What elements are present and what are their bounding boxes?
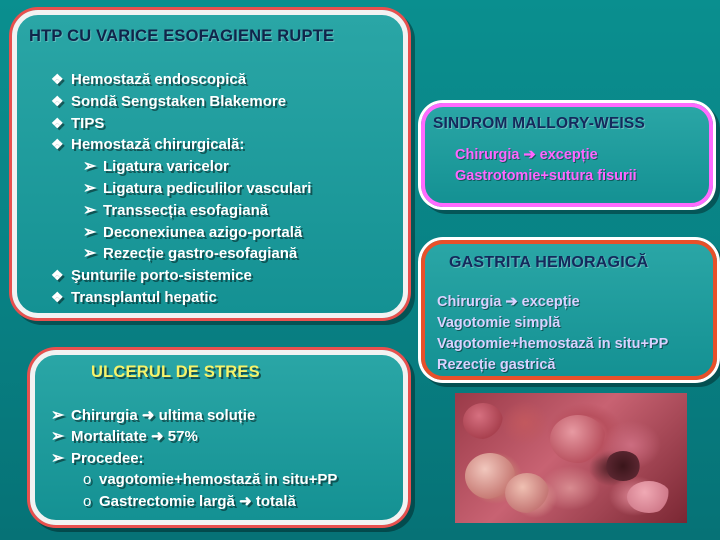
ulcer-box	[30, 350, 408, 525]
list-item: ❖ TIPS	[51, 113, 311, 135]
list-item: ❖ Hemostază endoscopică	[51, 69, 311, 91]
list-item: ❖ Şunturile porto-sistemice	[51, 265, 311, 287]
right-arrow-icon: ➔	[505, 294, 518, 310]
arrow-bullet-icon: ➢	[83, 158, 97, 176]
arrow-bullet-icon: ➢	[83, 201, 97, 219]
arrow-bullet-icon: ➢	[83, 245, 97, 263]
small-arrow-icon: ➜	[239, 492, 252, 510]
gastrita-line-2: Vagotomie simplă	[437, 315, 561, 331]
list-item: ➢ Mortalitate ➜ 57%	[51, 426, 337, 447]
list-item: ➢ Transsecția esofagiană	[51, 200, 311, 222]
list-item: ➢ Ligatura varicelor	[51, 156, 311, 178]
htp-list	[51, 69, 311, 309]
list-item: ❖ Transplantul hepatic	[51, 287, 311, 309]
diamond-bullet-icon: ❖	[51, 288, 64, 305]
htp-box	[12, 10, 408, 318]
mallory-weiss-title: SINDROM MALLORY-WEISS	[433, 115, 646, 132]
arrow-bullet-icon: ➢	[51, 407, 65, 424]
arrow-bullet-icon: ➢	[83, 179, 97, 197]
list-item: ➢ Rezecție gastro-esofagiană	[51, 243, 311, 265]
list-item: o Gastrectomie largă ➜ totală	[51, 491, 337, 512]
ulcer-title: ULCERUL DE STRES	[91, 363, 260, 381]
mallory-weiss-box	[421, 103, 713, 207]
circle-bullet-icon: o	[83, 471, 92, 489]
list-item: ➢ Procedee:	[51, 448, 337, 469]
diamond-bullet-icon: ❖	[51, 267, 64, 284]
arrow-bullet-icon: ➢	[83, 223, 97, 241]
arrow-bullet-icon: ➢	[51, 449, 65, 467]
ulcer-list	[51, 405, 337, 512]
mallory-line-1: Chirurgia ➔ excepție	[455, 147, 598, 163]
list-item: ➢ Ligatura pediculilor vasculari	[51, 178, 311, 200]
list-item: ➢ Chirurgia ➜ ultima soluție	[51, 405, 337, 426]
diamond-bullet-icon: ❖	[51, 136, 64, 153]
mallory-line-2: Gastrotomie+sutura fisurii	[455, 168, 637, 184]
endoscopy-image	[455, 393, 687, 523]
small-arrow-icon: ➜	[141, 407, 155, 424]
diamond-bullet-icon: ❖	[51, 71, 64, 87]
diamond-bullet-icon: ❖	[51, 92, 64, 109]
arrow-bullet-icon: ➢	[51, 428, 65, 446]
gastrita-box	[421, 240, 717, 380]
gastrita-line-3: Vagotomie+hemostază in situ+PP	[437, 336, 669, 352]
circle-bullet-icon: o	[83, 492, 92, 510]
list-item: ❖ Hemostază chirurgicală:	[51, 134, 311, 156]
small-arrow-icon: ➜	[151, 428, 164, 446]
diamond-bullet-icon: ❖	[51, 114, 64, 131]
list-item: ❖ Sondă Sengstaken Blakemore	[51, 91, 311, 113]
gastrita-line-4: Rezecție gastrică	[437, 357, 556, 373]
list-item: o vagotomie+hemostază in situ+PP	[51, 469, 337, 490]
right-arrow-icon: ➔	[523, 147, 536, 163]
htp-box-title: HTP CU VARICE ESOFAGIENE RUPTE	[29, 27, 335, 45]
gastrita-title: GASTRITA HEMORAGICĂ	[449, 254, 649, 271]
list-item: ➢ Deconexiunea azigo-portală	[51, 222, 311, 244]
gastrita-line-1: Chirurgia ➔ excepție	[437, 294, 580, 310]
